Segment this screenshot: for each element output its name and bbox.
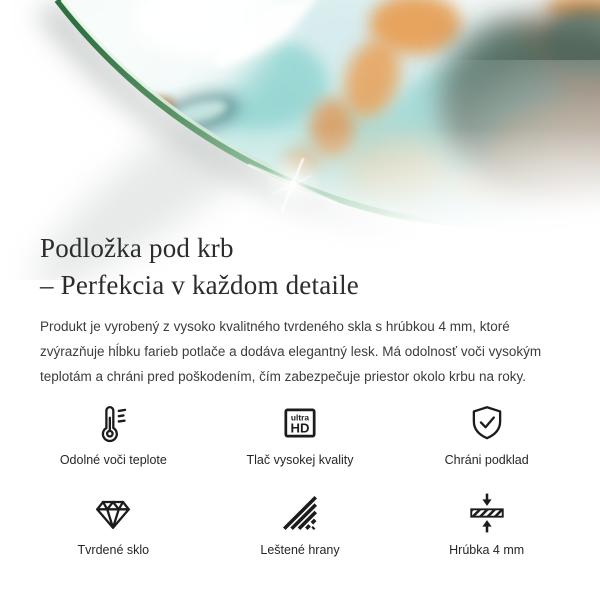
ultra-hd-icon <box>279 402 321 444</box>
feature-tempered-glass <box>20 488 207 572</box>
feature-thickness <box>393 488 580 572</box>
feature-label: Leštené hrany <box>260 543 340 557</box>
page-title <box>40 230 560 304</box>
shield-check-icon <box>466 402 508 444</box>
ultra-hd-icon-text-bottom: HD <box>290 420 310 436</box>
feature-label: Chráni podklad <box>444 453 529 467</box>
thermometer-icon <box>92 402 134 444</box>
product-description: Produkt je vyrobený z vysoko kvalitného tvrdeného skla s hrúbkou 4 mm, ktoré zvýrazňuje hĺbku farieb potlače a dodáva elegantný lesk. Má odolnosť voči vysokým teplotám a chráni pred poškodením, čím zabezpečuje priestor okolo krbu na roky. <box>40 319 542 384</box>
diamond-icon <box>92 492 134 534</box>
feature-label: Tlač vysokej kvality <box>246 453 354 467</box>
thickness-icon <box>466 492 508 534</box>
feature-polished-edges <box>207 488 394 572</box>
feature-print-quality <box>207 398 394 482</box>
feature-protects-floor <box>393 398 580 482</box>
page-title-line2: – Perfekcia v každom detaile <box>40 270 359 300</box>
feature-grid <box>20 398 580 572</box>
feature-label: Tvrdené sklo <box>77 543 150 557</box>
polished-edge-icon <box>279 492 321 534</box>
feature-label: Hrúbka 4 mm <box>449 543 525 557</box>
feature-heat-resistant <box>20 398 207 482</box>
feature-label: Odolné voči teplote <box>59 453 167 467</box>
page-title-line1: Podložka pod krb <box>40 233 234 263</box>
ultra-hd-icon-text-top: ultra <box>290 412 310 423</box>
